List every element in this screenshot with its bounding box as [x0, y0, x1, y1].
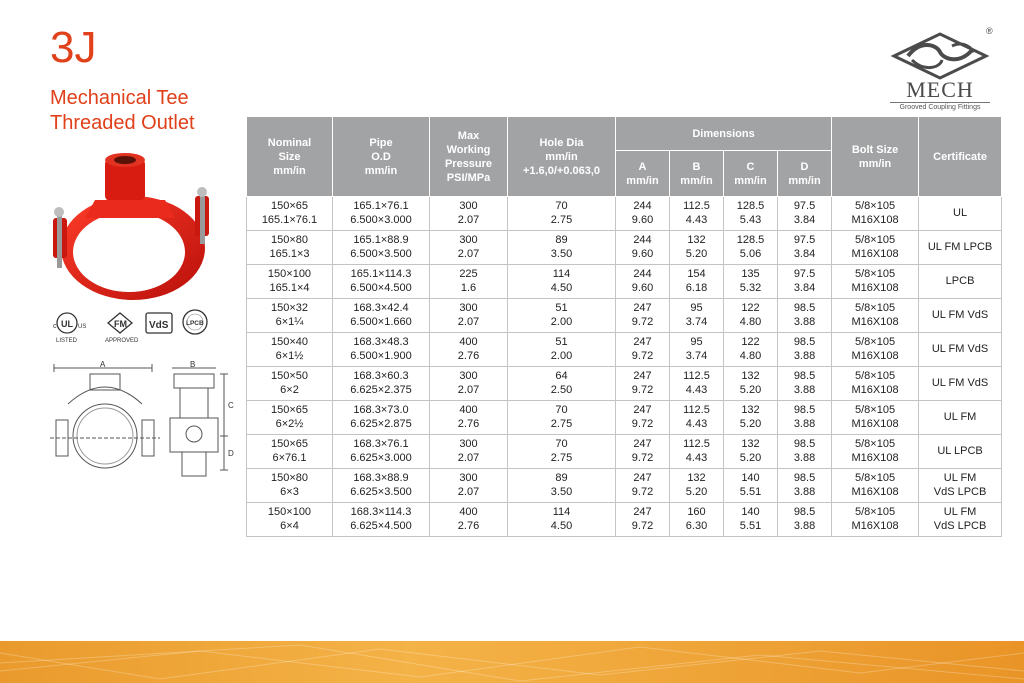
- certification-logos: [50, 307, 220, 345]
- cell-d: 98.5 3.88: [778, 333, 832, 367]
- product-code: 3J: [50, 23, 97, 72]
- cell-b: 95 3.74: [670, 299, 724, 333]
- cell-d: 97.5 3.84: [778, 231, 832, 265]
- table-row: [247, 299, 1002, 333]
- cell-hole: 89 3.50: [508, 469, 616, 503]
- cell-d: 98.5 3.88: [778, 469, 832, 503]
- cell-hole: 89 3.50: [508, 231, 616, 265]
- cell-hole: 70 2.75: [508, 197, 616, 231]
- cell-bolt: 5/8×105 M16X108: [832, 231, 919, 265]
- dimension-label-b: B: [190, 360, 196, 369]
- table-row: [247, 469, 1002, 503]
- cell-c: 132 5.20: [724, 435, 778, 469]
- product-title-line-1: Mechanical Tee: [50, 87, 189, 109]
- cell-d: 98.5 3.88: [778, 299, 832, 333]
- header-bolt-size: Bolt Size mm/in: [832, 117, 919, 197]
- lpcb-logo-icon: [183, 310, 207, 334]
- dimension-drawing: [48, 360, 248, 485]
- header-dim-c: C mm/in: [724, 151, 778, 197]
- cell-a: 247 9.72: [616, 333, 670, 367]
- header-dimensions: Dimensions: [616, 117, 832, 151]
- cell-pressure: 300 2.07: [430, 299, 508, 333]
- cell-hole: 70 2.75: [508, 435, 616, 469]
- product-title: [50, 86, 195, 136]
- cell-nominal: 150×100 165.1×4: [247, 265, 333, 299]
- product-title-line-2: Threaded Outlet: [50, 112, 195, 134]
- cell-c: 122 4.80: [724, 299, 778, 333]
- cell-pipe: 168.3×114.3 6.625×4.500: [333, 503, 430, 537]
- table-row: [247, 197, 1002, 231]
- cell-bolt: 5/8×105 M16X108: [832, 333, 919, 367]
- cell-c: 128.5 5.43: [724, 197, 778, 231]
- cell-cert: UL FM VdS: [919, 299, 1002, 333]
- cell-pipe: 168.3×76.1 6.625×3.000: [333, 435, 430, 469]
- cell-pipe: 165.1×76.1 6.500×3.000: [333, 197, 430, 231]
- cell-nominal: 150×50 6×2: [247, 367, 333, 401]
- fm-approved-label: APPROVED: [105, 338, 139, 344]
- header-nominal-size: Nominal Size mm/in: [247, 117, 333, 197]
- cell-pressure: 300 2.07: [430, 367, 508, 401]
- cell-c: 122 4.80: [724, 333, 778, 367]
- cell-bolt: 5/8×105 M16X108: [832, 469, 919, 503]
- cell-pressure: 300 2.07: [430, 197, 508, 231]
- table-row: [247, 231, 1002, 265]
- cell-b: 95 3.74: [670, 333, 724, 367]
- cell-c: 140 5.51: [724, 503, 778, 537]
- dimension-label-c: C: [228, 401, 234, 410]
- cell-a: 247 9.72: [616, 367, 670, 401]
- cell-d: 97.5 3.84: [778, 197, 832, 231]
- cell-c: 140 5.51: [724, 469, 778, 503]
- cell-pressure: 400 2.76: [430, 503, 508, 537]
- table-row: [247, 503, 1002, 537]
- ul-c-mark: c: [53, 323, 57, 330]
- cell-a: 247 9.72: [616, 503, 670, 537]
- cell-c: 128.5 5.06: [724, 231, 778, 265]
- cell-cert: UL FM VdS: [919, 367, 1002, 401]
- ul-mark: UL: [61, 319, 73, 329]
- cell-cert: LPCB: [919, 265, 1002, 299]
- cell-c: 135 5.32: [724, 265, 778, 299]
- cell-pipe: 168.3×73.0 6.625×2.875: [333, 401, 430, 435]
- cell-pressure: 225 1.6: [430, 265, 508, 299]
- cell-cert: UL FM LPCB: [919, 231, 1002, 265]
- header-certificate: Certificate: [919, 117, 1002, 197]
- cell-bolt: 5/8×105 M16X108: [832, 503, 919, 537]
- cell-nominal: 150×80 6×3: [247, 469, 333, 503]
- lpcb-mark: LPCB: [186, 320, 204, 327]
- cell-bolt: 5/8×105 M16X108: [832, 299, 919, 333]
- footer-band-pattern: [0, 641, 1024, 683]
- cell-b: 112.5 4.43: [670, 435, 724, 469]
- cell-b: 154 6.18: [670, 265, 724, 299]
- cell-nominal: 150×65 165.1×76.1: [247, 197, 333, 231]
- ul-us-mark: US: [78, 324, 87, 330]
- cell-a: 247 9.72: [616, 469, 670, 503]
- cell-bolt: 5/8×105 M16X108: [832, 265, 919, 299]
- cell-pipe: 168.3×60.3 6.625×2.375: [333, 367, 430, 401]
- fm-approved-logo-icon: [105, 313, 139, 344]
- header-dim-a: A mm/in: [616, 151, 670, 197]
- vds-logo-icon: [146, 313, 172, 333]
- cell-b: 112.5 4.43: [670, 367, 724, 401]
- table-row: [247, 265, 1002, 299]
- cell-a: 244 9.60: [616, 197, 670, 231]
- cell-nominal: 150×100 6×4: [247, 503, 333, 537]
- cell-d: 98.5 3.88: [778, 435, 832, 469]
- specification-table: [246, 116, 1002, 537]
- cell-nominal: 150×65 6×76.1: [247, 435, 333, 469]
- registered-mark: ®: [986, 26, 993, 36]
- cell-b: 112.5 4.43: [670, 401, 724, 435]
- fm-mark: FM: [114, 319, 127, 329]
- cell-pressure: 300 2.07: [430, 231, 508, 265]
- logo-brand: MECH: [906, 77, 974, 102]
- cell-a: 247 9.72: [616, 435, 670, 469]
- cell-hole: 114 4.50: [508, 503, 616, 537]
- cell-nominal: 150×65 6×2½: [247, 401, 333, 435]
- cell-d: 98.5 3.88: [778, 401, 832, 435]
- cell-b: 132 5.20: [670, 231, 724, 265]
- cell-d: 98.5 3.88: [778, 503, 832, 537]
- cell-pipe: 165.1×114.3 6.500×4.500: [333, 265, 430, 299]
- header-dim-d: D mm/in: [778, 151, 832, 197]
- cell-c: 132 5.20: [724, 401, 778, 435]
- cell-nominal: 150×40 6×1½: [247, 333, 333, 367]
- cell-pressure: 400 2.76: [430, 333, 508, 367]
- mechanical-tee-photo: [45, 148, 220, 308]
- cell-pressure: 400 2.76: [430, 401, 508, 435]
- cell-d: 98.5 3.88: [778, 367, 832, 401]
- cell-bolt: 5/8×105 M16X108: [832, 435, 919, 469]
- cell-cert: UL FM VdS LPCB: [919, 503, 1002, 537]
- cell-pipe: 165.1×88.9 6.500×3.500: [333, 231, 430, 265]
- header-max-pressure: Max Working Pressure PSI/MPa: [430, 117, 508, 197]
- cell-nominal: 150×80 165.1×3: [247, 231, 333, 265]
- cell-b: 160 6.30: [670, 503, 724, 537]
- cell-cert: UL FM: [919, 401, 1002, 435]
- ul-listed-label: LISTED: [56, 338, 78, 344]
- cell-hole: 51 2.00: [508, 299, 616, 333]
- cell-a: 247 9.72: [616, 299, 670, 333]
- table-row: [247, 401, 1002, 435]
- cell-pressure: 300 2.07: [430, 435, 508, 469]
- cell-cert: UL FM VdS: [919, 333, 1002, 367]
- cell-bolt: 5/8×105 M16X108: [832, 197, 919, 231]
- cell-nominal: 150×32 6×1¼: [247, 299, 333, 333]
- cell-hole: 51 2.00: [508, 333, 616, 367]
- cell-cert: UL FM VdS LPCB: [919, 469, 1002, 503]
- cell-hole: 114 4.50: [508, 265, 616, 299]
- dimension-label-a: A: [100, 360, 106, 369]
- cell-pipe: 168.3×48.3 6.500×1.900: [333, 333, 430, 367]
- header-hole-dia: Hole Dia mm/in +1.6,0/+0.063,0: [508, 117, 616, 197]
- mech-logo: [890, 26, 1000, 116]
- cell-d: 97.5 3.84: [778, 265, 832, 299]
- table-row: [247, 435, 1002, 469]
- header-pipe-od: Pipe O.D mm/in: [333, 117, 430, 197]
- table-row: [247, 333, 1002, 367]
- cell-pressure: 300 2.07: [430, 469, 508, 503]
- table-row: [247, 367, 1002, 401]
- cell-bolt: 5/8×105 M16X108: [832, 367, 919, 401]
- cell-a: 247 9.72: [616, 401, 670, 435]
- cell-a: 244 9.60: [616, 231, 670, 265]
- cell-hole: 64 2.50: [508, 367, 616, 401]
- ul-listed-logo-icon: [53, 313, 86, 344]
- vds-mark: VdS: [149, 320, 169, 331]
- mech-logo-mark-icon: [890, 30, 990, 80]
- cell-cert: UL: [919, 197, 1002, 231]
- logo-tagline: Grooved Coupling Fittings: [890, 102, 990, 111]
- cell-bolt: 5/8×105 M16X108: [832, 401, 919, 435]
- cell-b: 112.5 4.43: [670, 197, 724, 231]
- header-dim-b: B mm/in: [670, 151, 724, 197]
- cell-c: 132 5.20: [724, 367, 778, 401]
- cell-hole: 70 2.75: [508, 401, 616, 435]
- cell-pipe: 168.3×42.4 6.500×1.660: [333, 299, 430, 333]
- dimension-label-d: D: [228, 449, 234, 458]
- cell-a: 244 9.60: [616, 265, 670, 299]
- cell-b: 132 5.20: [670, 469, 724, 503]
- cell-cert: UL LPCB: [919, 435, 1002, 469]
- cell-pipe: 168.3×88.9 6.625×3.500: [333, 469, 430, 503]
